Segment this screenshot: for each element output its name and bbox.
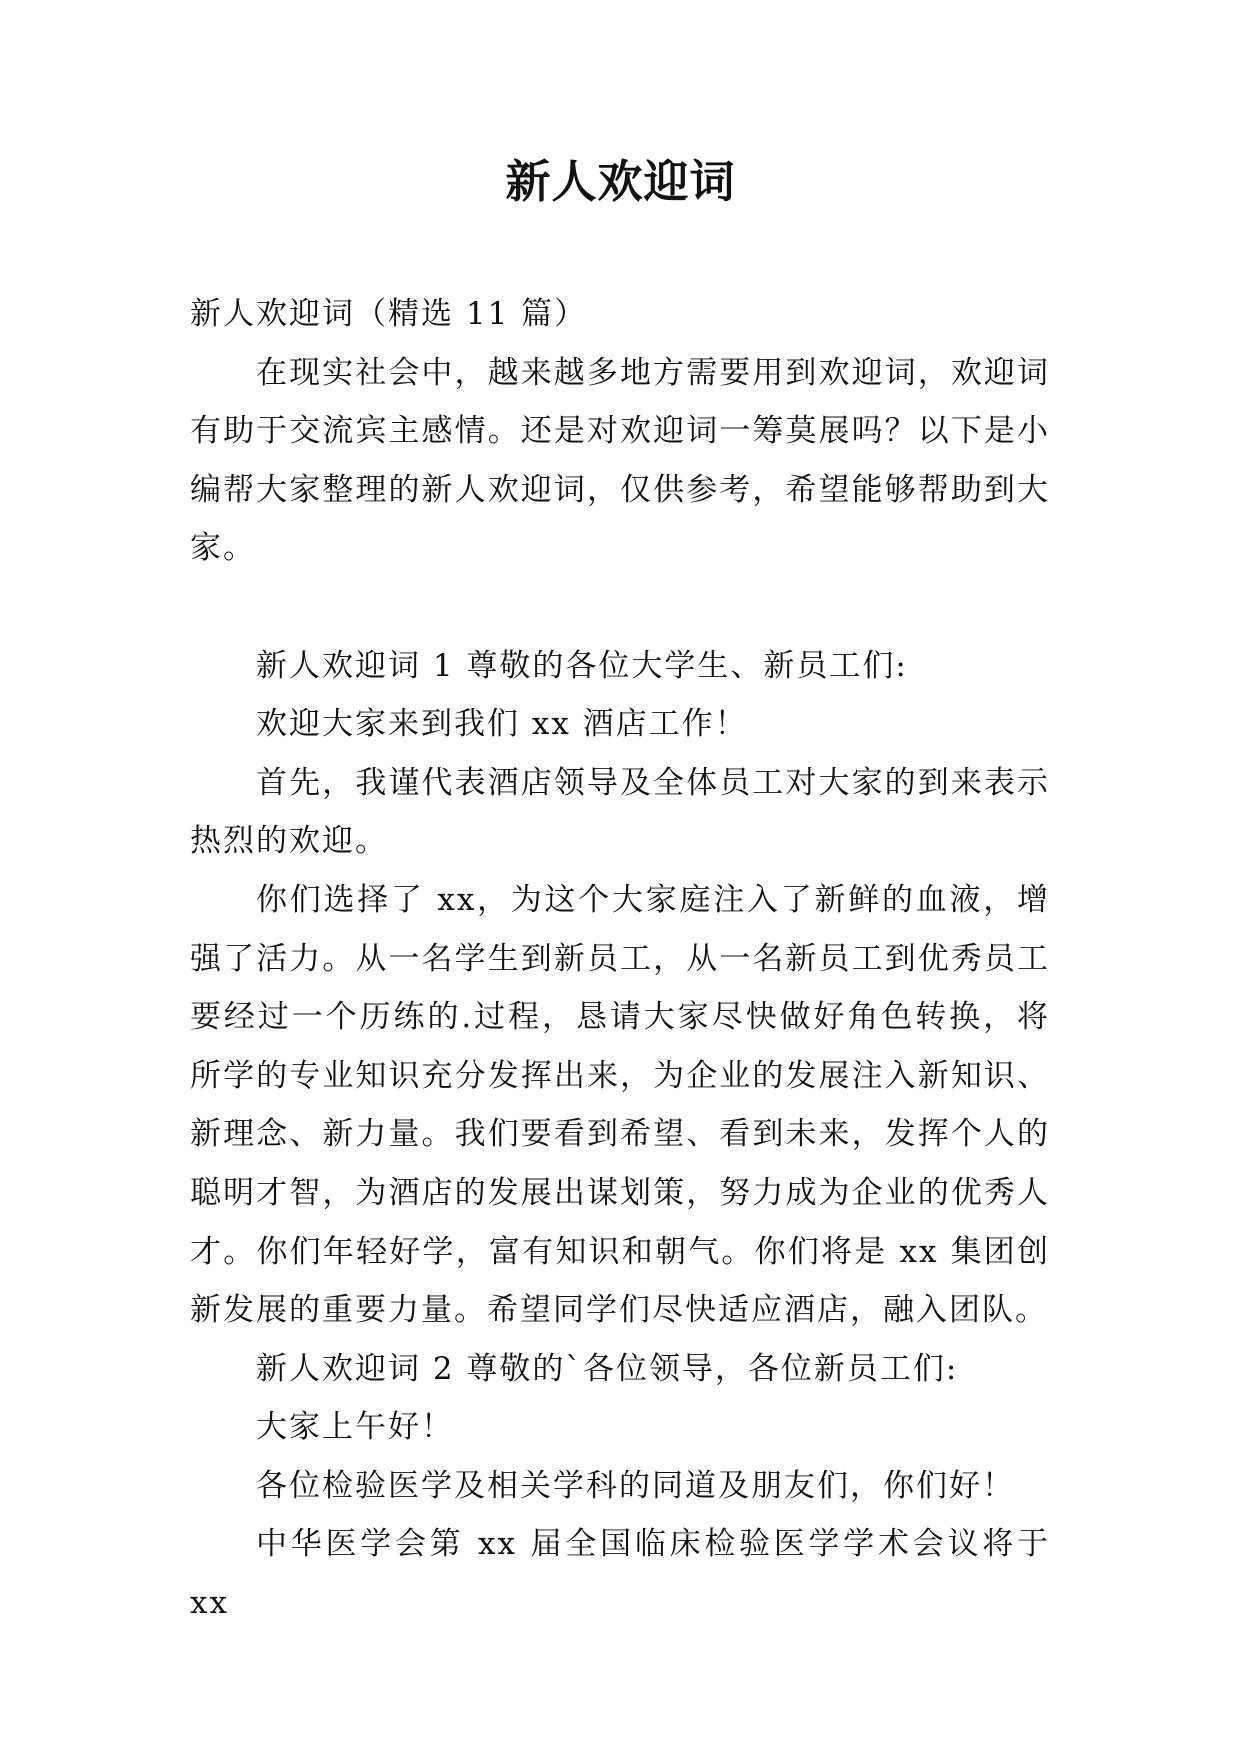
document-title: 新人欢迎词 bbox=[505, 155, 736, 208]
subtitle-paragraph: 新人欢迎词（精选 11 篇） bbox=[190, 296, 588, 332]
section-2-heading: 新人欢迎词 2 尊敬的`各位领导，各位新员工们: bbox=[256, 1350, 959, 1387]
document-body bbox=[190, 285, 1050, 1633]
intro-paragraph: 在现实社会中，越来越多地方需要用到欢迎词，欢迎词有助于交流宾主感情。还是对欢迎词一筹莫展吗？以下是小编帮大家整理的新人欢迎词，仅供参考，希望能够帮助到大家。 bbox=[190, 354, 1050, 567]
paragraph: 欢迎大家来到我们 xx 酒店工作！ bbox=[256, 706, 748, 743]
paragraph: 各位检验医学及相关学科的同道及朋友们，你们好！ bbox=[256, 1467, 1015, 1504]
paragraph: 你们选择了 xx，为这个大家庭注入了新鲜的血液，增强了活力。从一名学生到新员工，从一名新员工到优秀员工要经过一个历练的.过程，恳请大家尽快做好角色转换，将所学的专业知识充分发挥出来，为企业的发展注入新知识、新理念、新力量。我们要看到希望、看到未来，发挥个人的聪明才智，为酒店的发展出谋划策，努力成为企业的优秀人才。你们年轻好学，富有知识和朝气。你们将是 xx 集团创新发展的重要力量。希望同学们尽快适应酒店，融入团队。 bbox=[190, 881, 1050, 1329]
section-1-heading: 新人欢迎词 1 尊敬的各位大学生、新员工们: bbox=[256, 647, 908, 684]
paragraph: 首先，我谨代表酒店领导及全体员工对大家的到来表示热烈的欢迎。 bbox=[190, 764, 1050, 860]
paragraph: 大家上午好！ bbox=[256, 1409, 454, 1446]
paragraph: 中华医学会第 xx 届全国临床检验医学学术会议将于 xx bbox=[190, 1526, 1050, 1622]
paragraph-gap bbox=[190, 578, 1050, 637]
